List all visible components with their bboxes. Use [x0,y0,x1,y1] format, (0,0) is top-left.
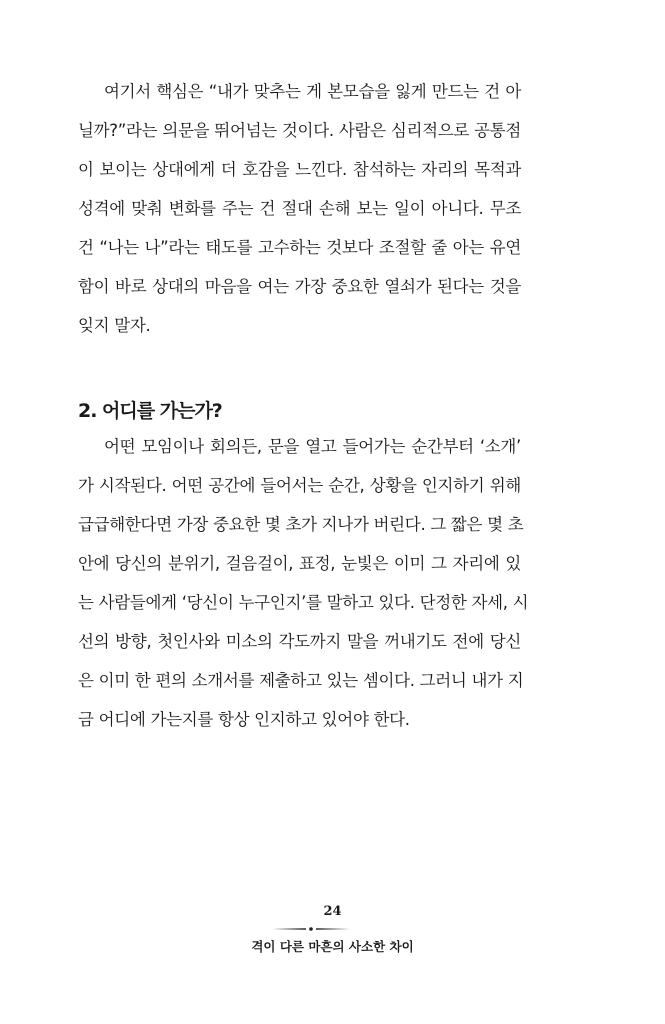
text-line: 는 사람들에게 ‘당신이 누구인지’를 말하고 있다. 단정한 자세, 시 [78,593,529,612]
text-line: 금 어디에 가는지를 항상 인지하고 있어야 한다. [78,710,410,729]
text-line: 이 보이는 상대에게 더 호감을 느낀다. 참석하는 자리의 목적과 [78,160,521,179]
text-line: 닐까?”라는 의문을 뛰어넘는 것이다. 사람은 심리적으로 공통점 [78,121,521,140]
text-line: 성격에 맞춰 변화를 주는 건 절대 손해 보는 일이 아니다. 무조 [78,199,521,218]
text-line: 급급해한다면 가장 중요한 몇 초가 지나가 버린다. 그 짧은 몇 초 [78,515,524,534]
section-heading: 2. 어디를 가는가? [78,400,222,422]
text-line: 건 “나는 나”라는 태도를 고수하는 것보다 조절할 줄 아는 유연 [78,238,521,257]
text-line: 선의 방향, 첫인사와 미소의 각도까지 말을 꺼내기도 전에 당신 [78,632,521,651]
text-line: 은 이미 한 편의 소개서를 제출하고 있는 셈이다. 그러니 내가 지 [78,671,524,690]
page-number: 24 [323,904,342,919]
text-line: 안에 당신의 분위기, 걸음걸이, 표정, 눈빛은 이미 그 자리에 있 [78,554,521,573]
text-line: 가 시작된다. 어떤 공간에 들어서는 순간, 상황을 인지하기 위해 [78,476,521,495]
text-line: 잊지 말자. [78,316,151,335]
text-line: 여기서 핵심은 “내가 맞추는 게 본모습을 잃게 만드는 건 아 [104,82,521,101]
text-line: 함이 바로 상대의 마음을 여는 가장 중요한 열쇠가 된다는 것을 [78,277,521,296]
text-line: 어떤 모임이나 회의든, 문을 열고 들어가는 순간부터 ‘소개’ [104,437,521,456]
book-title: 격이 다른 마흔의 사소한 차이 [251,939,414,954]
ornament-divider-icon [272,926,350,932]
